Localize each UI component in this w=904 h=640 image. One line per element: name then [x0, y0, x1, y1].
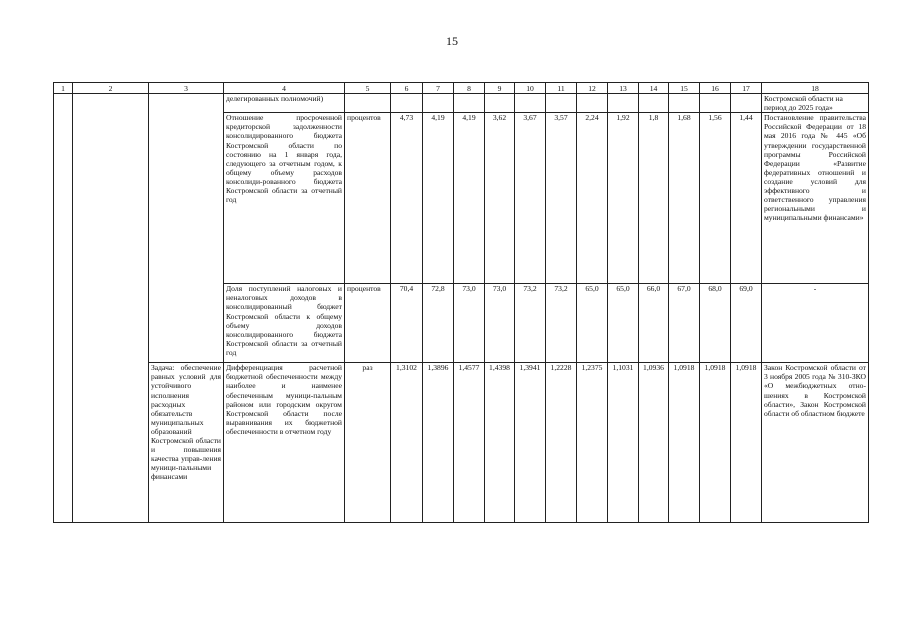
header-cell: 15 — [669, 83, 700, 94]
unit-cell: процентов — [345, 284, 391, 363]
header-row — [54, 83, 869, 94]
value-cell: 4,73 — [391, 113, 423, 284]
value-cell: 2,24 — [577, 113, 608, 284]
header-cell: 6 — [391, 83, 423, 94]
indicator-cell: Отношение просроченной кредиторской задолженности консолидированного бюджета Костромской области по состоянию на 1 января года, следующего за отчетным годом, к общему объему расходов консолиди-рованного бюджета Костромской области за отчетный год — [224, 113, 345, 284]
header-cell: 8 — [454, 83, 485, 94]
basis-cell: - — [762, 284, 869, 363]
value-cell: 1,3102 — [391, 363, 423, 523]
value-cell: 73,0 — [454, 284, 485, 363]
unit-cell: раз — [345, 363, 391, 523]
header-cell: 4 — [224, 83, 345, 94]
value-cell: 67,0 — [669, 284, 700, 363]
value-cell: 1,8 — [639, 113, 669, 284]
value-cell: 1,56 — [700, 113, 731, 284]
value-cell — [546, 94, 577, 113]
value-cell: 1,3896 — [423, 363, 454, 523]
value-cell: 1,0918 — [669, 363, 700, 523]
header-cell: 17 — [731, 83, 762, 94]
value-cell: 66,0 — [639, 284, 669, 363]
value-cell: 1,3941 — [515, 363, 546, 523]
value-cell: 1,4398 — [485, 363, 515, 523]
value-cell: 3,62 — [485, 113, 515, 284]
value-cell — [515, 94, 546, 113]
value-cell: 1,44 — [731, 113, 762, 284]
task-cell — [149, 94, 224, 363]
header-cell: 9 — [485, 83, 515, 94]
value-cell — [669, 94, 700, 113]
value-cell: 1,0918 — [731, 363, 762, 523]
value-cell: 3,57 — [546, 113, 577, 284]
header-cell: 11 — [546, 83, 577, 94]
value-cell — [700, 94, 731, 113]
value-cell — [485, 94, 515, 113]
basis-cell: Закон Костромской области от 3 ноября 2005 года № 310-ЗКО «О межбюджетных отно-шениях в Костромской области», Закон Костромской области об областном бюджете — [762, 363, 869, 523]
header-cell: 18 — [762, 83, 869, 94]
value-cell: 70,4 — [391, 284, 423, 363]
header-cell: 13 — [608, 83, 639, 94]
header-cell: 10 — [515, 83, 546, 94]
value-cell — [423, 94, 454, 113]
value-cell: 1,68 — [669, 113, 700, 284]
value-cell: 1,4577 — [454, 363, 485, 523]
value-cell: 1,1031 — [608, 363, 639, 523]
value-cell: 1,2228 — [546, 363, 577, 523]
value-cell — [577, 94, 608, 113]
unit-cell: процентов — [345, 113, 391, 284]
header-cell: 5 — [345, 83, 391, 94]
value-cell: 4,19 — [423, 113, 454, 284]
task-cell: Задача: обеспечение равных условий для устойчивого исполнения расходных обязательств муниципальных образований Костромской области и повышения качества управ-ления муници-пальными финансами — [149, 363, 224, 523]
value-cell: 73,2 — [515, 284, 546, 363]
header-cell: 14 — [639, 83, 669, 94]
goal-cell — [73, 94, 149, 523]
value-cell: 1,0918 — [700, 363, 731, 523]
indicator-cell: Доля поступлений налоговых и неналоговых доходов в консолидированный бюджет Костромской области к общему объему доходов консолидированного бюджета Костромской области за отчетный год — [224, 284, 345, 363]
value-cell — [608, 94, 639, 113]
header-cell: 12 — [577, 83, 608, 94]
value-cell: 1,2375 — [577, 363, 608, 523]
indicators-table — [53, 82, 869, 523]
value-cell — [639, 94, 669, 113]
indicator-cell: делегированных полномочий) — [224, 94, 345, 113]
basis-cell: Постановление правительства Российской Федерации от 18 мая 2016 года № 445 «Об утверждении государственной программы Российской Федерации «Развитие федеративных отношений и создание условий для эффективного и ответственного управления региональными и муниципальными финансами» — [762, 113, 869, 284]
value-cell: 3,67 — [515, 113, 546, 284]
header-cell: 16 — [700, 83, 731, 94]
header-cell: 2 — [73, 83, 149, 94]
value-cell — [731, 94, 762, 113]
value-cell: 73,2 — [546, 284, 577, 363]
value-cell: 69,0 — [731, 284, 762, 363]
table-row — [54, 363, 869, 523]
value-cell: 1,0936 — [639, 363, 669, 523]
indicator-cell: Дифференциация расчетной бюджетной обеспеченности между наиболее и наименее обеспеченным муници-пальным районом или городским округом Костромской области после выравнивания их бюджетной обеспеченности в отчетном году — [224, 363, 345, 523]
header-cell: 7 — [423, 83, 454, 94]
value-cell: 72,8 — [423, 284, 454, 363]
value-cell: 65,0 — [577, 284, 608, 363]
value-cell: 1,92 — [608, 113, 639, 284]
page-number: 15 — [446, 34, 458, 48]
value-cell: 4,19 — [454, 113, 485, 284]
value-cell: 73,0 — [485, 284, 515, 363]
value-cell — [391, 94, 423, 113]
basis-cell: Костромской области на период до 2025 года» — [762, 94, 869, 113]
value-cell — [454, 94, 485, 113]
value-cell: 65,0 — [608, 284, 639, 363]
row-number-cell — [54, 94, 73, 523]
header-cell: 1 — [54, 83, 73, 94]
table-row — [54, 94, 869, 113]
value-cell: 68,0 — [700, 284, 731, 363]
header-cell: 3 — [149, 83, 224, 94]
unit-cell — [345, 94, 391, 113]
